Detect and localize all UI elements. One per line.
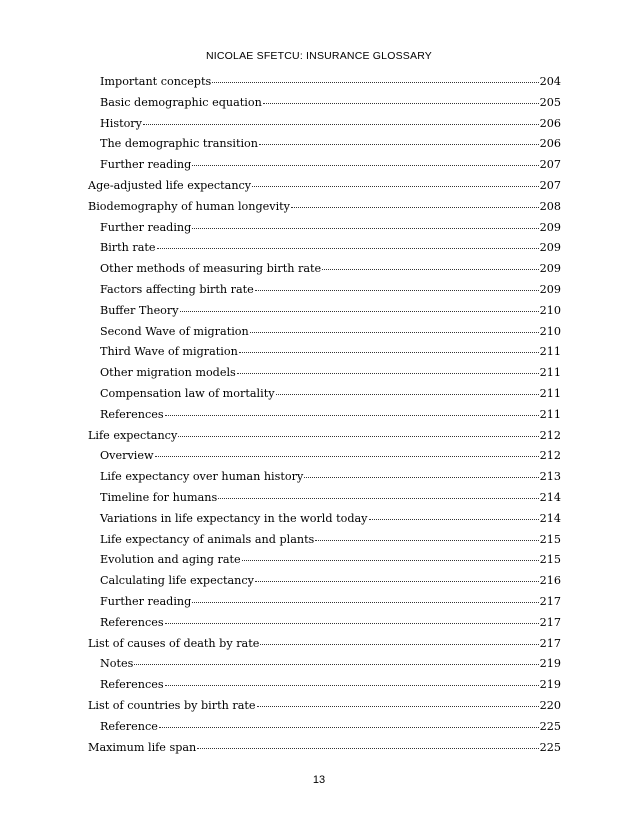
toc-entry-page: 207 bbox=[539, 178, 561, 192]
toc-leader-dots bbox=[192, 165, 538, 166]
toc-entry-title: Further reading bbox=[100, 220, 192, 234]
toc-leader-dots bbox=[159, 727, 539, 728]
toc-entry[interactable] bbox=[88, 696, 561, 717]
toc-entry[interactable] bbox=[88, 384, 561, 405]
toc-entry-page: 205 bbox=[539, 95, 561, 109]
toc-entry-page: 217 bbox=[539, 615, 561, 629]
toc-entry-page: 225 bbox=[539, 740, 561, 754]
toc-entry[interactable] bbox=[88, 717, 561, 738]
toc-entry-page: 214 bbox=[539, 511, 561, 525]
toc-leader-dots bbox=[237, 373, 539, 374]
toc-leader-dots bbox=[322, 269, 539, 270]
toc-entry-title: Life expectancy of animals and plants bbox=[100, 532, 315, 546]
toc-entry-page: 212 bbox=[539, 428, 561, 442]
toc-entry-title: Third Wave of migration bbox=[100, 345, 238, 359]
page-number: 13 bbox=[312, 774, 326, 786]
toc-entry-title: Notes bbox=[100, 657, 134, 671]
toc-leader-dots bbox=[255, 581, 539, 582]
toc-entry-page: 215 bbox=[539, 553, 561, 567]
toc-entry[interactable] bbox=[88, 259, 561, 280]
toc-entry[interactable] bbox=[88, 654, 561, 675]
toc-entry-title: Important concepts bbox=[100, 75, 212, 88]
toc-entry-page: 211 bbox=[539, 345, 561, 359]
toc-leader-dots bbox=[157, 248, 539, 249]
toc-entry[interactable] bbox=[88, 613, 561, 634]
toc-entry-page: 209 bbox=[539, 262, 561, 276]
toc-leader-dots bbox=[134, 664, 538, 665]
toc-entry-page: 217 bbox=[539, 594, 561, 608]
toc-leader-dots bbox=[155, 456, 539, 457]
toc-entry[interactable] bbox=[88, 675, 561, 696]
toc-leader-dots bbox=[291, 207, 539, 208]
toc-entry-title: Birth rate bbox=[100, 241, 156, 255]
toc-entry[interactable] bbox=[88, 322, 561, 343]
toc-entry-page: 219 bbox=[539, 678, 561, 692]
toc-leader-dots bbox=[192, 602, 538, 603]
toc-entry[interactable] bbox=[88, 592, 561, 613]
toc-entry-title: References bbox=[100, 678, 164, 692]
toc-entry[interactable] bbox=[88, 280, 561, 301]
toc-leader-dots bbox=[165, 623, 539, 624]
toc-entry-title: Buffer Theory bbox=[100, 303, 179, 317]
toc-leader-dots bbox=[180, 311, 539, 312]
toc-entry-page: 211 bbox=[539, 386, 561, 400]
toc-leader-dots bbox=[263, 103, 539, 104]
toc-leader-dots bbox=[315, 540, 538, 541]
toc-entry-title: Second Wave of migration bbox=[100, 324, 249, 338]
toc-entry-page: 216 bbox=[539, 574, 561, 588]
toc-leader-dots bbox=[165, 415, 539, 416]
toc-entry-title: References bbox=[100, 407, 164, 421]
toc-entry-title: Biodemography of human longevity bbox=[88, 199, 290, 213]
toc-entry-title: Calculating life expectancy bbox=[100, 574, 254, 588]
toc-leader-dots bbox=[165, 685, 539, 686]
toc-entry[interactable] bbox=[88, 738, 561, 759]
toc-leader-dots bbox=[178, 436, 538, 437]
toc-entry[interactable] bbox=[88, 342, 561, 363]
toc-leader-dots bbox=[369, 519, 539, 520]
toc-entry-title: Life expectancy over human history bbox=[100, 470, 304, 484]
toc-entry[interactable] bbox=[88, 218, 561, 239]
toc-leader-dots bbox=[212, 82, 538, 83]
toc-leader-dots bbox=[255, 290, 539, 291]
toc-leader-dots bbox=[197, 748, 538, 749]
toc-entry-title: Reference bbox=[100, 719, 158, 733]
toc-entry[interactable] bbox=[88, 446, 561, 467]
toc-entry-title: List of countries by birth rate bbox=[88, 698, 256, 712]
toc-entry[interactable] bbox=[88, 93, 561, 114]
toc-entry[interactable] bbox=[88, 114, 561, 135]
toc-entry-title: Other methods of measuring birth rate bbox=[100, 262, 322, 276]
toc-entry[interactable] bbox=[88, 72, 561, 93]
toc-entry[interactable] bbox=[88, 238, 561, 259]
toc-entry-page: 220 bbox=[539, 698, 561, 712]
toc-entry[interactable] bbox=[88, 134, 561, 155]
toc-entry-title: History bbox=[100, 116, 142, 130]
toc-entry-page: 207 bbox=[539, 158, 561, 172]
toc-entry-page: 217 bbox=[539, 636, 561, 650]
toc-entry-title: List of causes of death by rate bbox=[88, 636, 260, 650]
toc-entry-title: The demographic transition bbox=[100, 137, 258, 151]
toc-leader-dots bbox=[276, 394, 539, 395]
toc-entry-page: 208 bbox=[539, 199, 561, 213]
toc-entry[interactable] bbox=[88, 197, 561, 218]
toc-entry[interactable] bbox=[88, 176, 561, 197]
toc-leader-dots bbox=[259, 144, 539, 145]
toc-entry[interactable] bbox=[88, 488, 561, 509]
toc-entry[interactable] bbox=[88, 363, 561, 384]
toc-entry[interactable] bbox=[88, 509, 561, 530]
toc-entry-page: 212 bbox=[539, 449, 561, 463]
toc-entry-page: 204 bbox=[539, 75, 561, 88]
toc-leader-dots bbox=[239, 352, 539, 353]
toc-entry[interactable] bbox=[88, 467, 561, 488]
toc-leader-dots bbox=[192, 228, 538, 229]
toc-entry[interactable] bbox=[88, 405, 561, 426]
toc-entry-title: Compensation law of mortality bbox=[100, 386, 275, 400]
toc-entry-page: 209 bbox=[539, 220, 561, 234]
toc-entry-title: Further reading bbox=[100, 594, 192, 608]
toc-leader-dots bbox=[257, 706, 539, 707]
toc-entry-title: Basic demographic equation bbox=[100, 95, 262, 109]
toc-entry-page: 206 bbox=[539, 116, 561, 130]
toc-entry-title: Further reading bbox=[100, 158, 192, 172]
table-of-contents bbox=[88, 72, 561, 758]
toc-leader-dots bbox=[242, 560, 539, 561]
toc-leader-dots bbox=[260, 644, 538, 645]
toc-entry-title: Age-adjusted life expectancy bbox=[88, 178, 252, 192]
toc-entry-page: 214 bbox=[539, 490, 561, 504]
toc-entry-page: 215 bbox=[539, 532, 561, 546]
toc-entry-page: 211 bbox=[539, 366, 561, 380]
toc-entry[interactable] bbox=[88, 301, 561, 322]
toc-entry-page: 219 bbox=[539, 657, 561, 671]
toc-entry-title: References bbox=[100, 615, 164, 629]
toc-entry-page: 206 bbox=[539, 137, 561, 151]
toc-entry-page: 209 bbox=[539, 241, 561, 255]
toc-entry-title: Overview bbox=[100, 449, 154, 463]
toc-entry-title: Life expectancy bbox=[88, 428, 178, 442]
toc-leader-dots bbox=[304, 477, 538, 478]
toc-entry[interactable] bbox=[88, 155, 561, 176]
toc-entry-page: 210 bbox=[539, 324, 561, 338]
toc-entry-page: 210 bbox=[539, 303, 561, 317]
toc-entry-page: 211 bbox=[539, 407, 561, 421]
toc-leader-dots bbox=[252, 186, 539, 187]
toc-leader-dots bbox=[250, 332, 539, 333]
toc-entry-title: Maximum life span bbox=[88, 740, 197, 754]
toc-entry[interactable] bbox=[88, 550, 561, 571]
toc-entry[interactable] bbox=[88, 530, 561, 551]
toc-entry-page: 225 bbox=[539, 719, 561, 733]
toc-entry-title: Variations in life expectancy in the world today bbox=[100, 511, 368, 525]
toc-entry-title: Other migration models bbox=[100, 366, 236, 380]
toc-entry[interactable] bbox=[88, 426, 561, 447]
toc-entry-page: 209 bbox=[539, 282, 561, 296]
toc-entry-title: Factors affecting birth rate bbox=[100, 282, 254, 296]
toc-entry-title: Timeline for humans bbox=[100, 490, 218, 504]
toc-entry[interactable] bbox=[88, 634, 561, 655]
toc-leader-dots bbox=[143, 124, 539, 125]
toc-entry-page: 213 bbox=[539, 470, 561, 484]
toc-leader-dots bbox=[218, 498, 538, 499]
page-header: NICOLAE SFETCU: INSURANCE GLOSSARY bbox=[206, 50, 432, 62]
toc-entry-title: Evolution and aging rate bbox=[100, 553, 241, 567]
toc-entry[interactable] bbox=[88, 571, 561, 592]
